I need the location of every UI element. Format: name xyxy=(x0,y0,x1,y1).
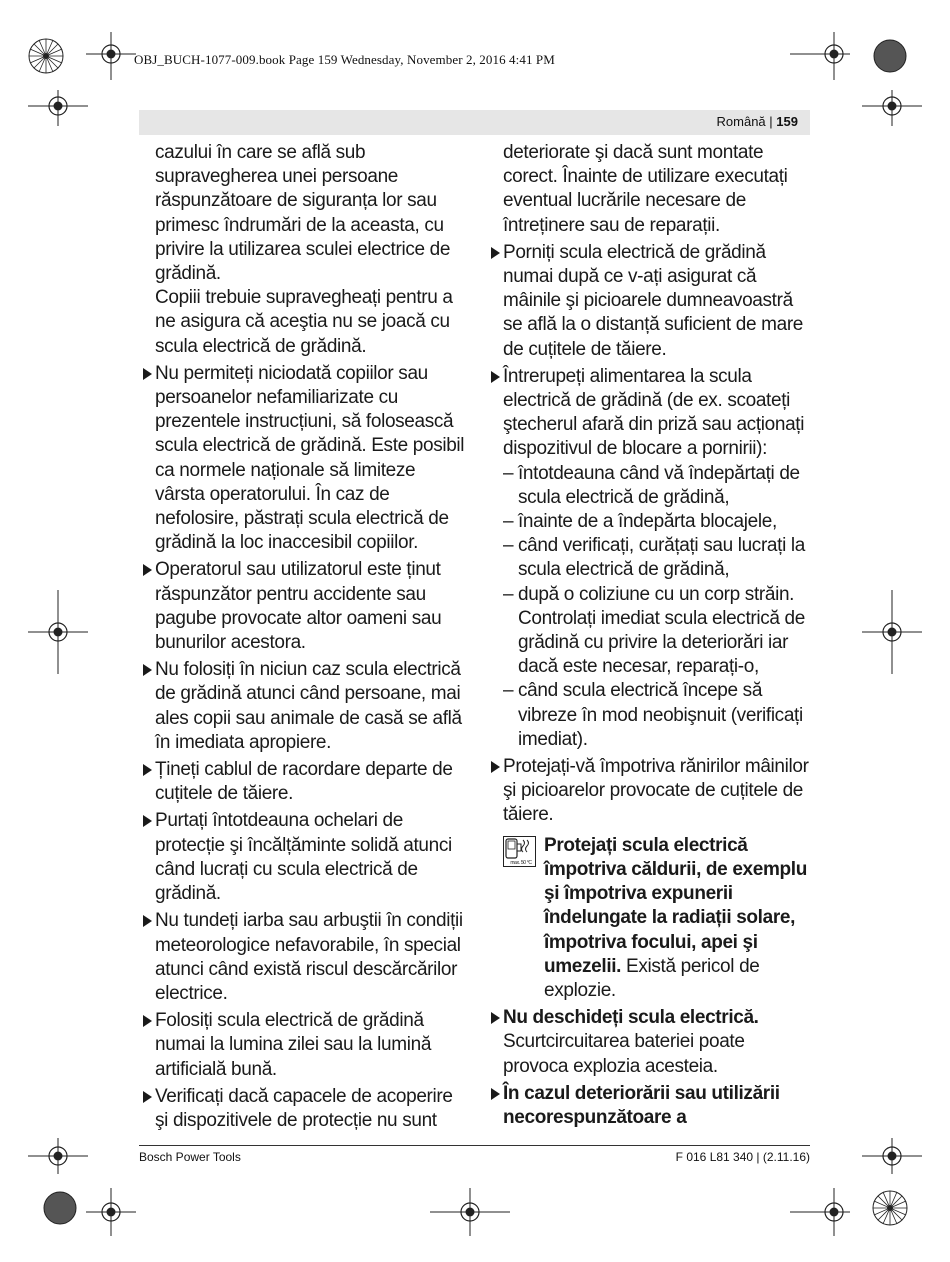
dash-item-text: când scula electrică începe să vibreze în mod neobişnuit (verificați imediat). xyxy=(518,680,803,750)
bullet-triangle-icon xyxy=(143,915,152,927)
footer-rule xyxy=(139,1145,810,1146)
intro-paragraph-2: Copiii trebuie supravegheați pentru a ne asigura că aceştia nu se joacă cu scula electrică de grădină. xyxy=(155,287,453,357)
registration-mark-icon xyxy=(790,1188,850,1236)
dash-item xyxy=(503,679,813,752)
running-header xyxy=(139,110,810,135)
bullet-triangle-icon xyxy=(143,564,152,576)
list-item-text: Întrerupeți alimentarea la scula electrică de grădină (de ex. scoateți ştecherul afară din priză sau acționați dispozitivul de blocare a pornirii): xyxy=(503,365,805,460)
list-item-text: Nu folosiți în niciun caz scula electrică de grădină atunci când persoane, mai ales copii sau animale de casă se află în imediata apropiere. xyxy=(155,659,462,753)
registration-mark-icon xyxy=(86,1188,136,1236)
list-item-text: Nu tundeți iarba sau arbuştii în condiții meteorologice nefavorabile, în special atunci când există riscul descărcărilor electrice. xyxy=(155,910,463,1004)
bullet-triangle-icon xyxy=(491,1012,500,1024)
registration-mark-icon xyxy=(86,32,136,80)
bullet-triangle-icon xyxy=(491,371,500,383)
list-item xyxy=(155,658,465,755)
right-column xyxy=(503,141,813,1133)
registration-mark-icon xyxy=(430,1188,510,1236)
dash-item xyxy=(503,583,813,680)
temperature-warning-icon xyxy=(503,836,536,867)
starburst-target-icon xyxy=(872,1190,908,1226)
list-item xyxy=(503,755,813,828)
list-item xyxy=(503,365,813,462)
list-item-text: Verificați dacă capacele de acoperire şi dispozitivele de protecție nu sunt xyxy=(155,1085,453,1131)
list-item-text: Nu permiteți niciodată copiilor sau persoanelor nefamiliarizate cu prezentele instrucțiuni, să folosească scula electrică de grădină. Este posibil ca normele naționale să limiteze vârsta operatorului. În caz de nefolosire, păstrați scula electrică de grădină la loc inaccesibil copiilor. xyxy=(155,362,465,554)
bullet-triangle-icon xyxy=(143,1091,152,1103)
bullet-triangle-icon xyxy=(143,368,152,380)
list-item xyxy=(155,809,465,906)
registration-mark-icon xyxy=(790,32,850,80)
list-item xyxy=(155,758,465,806)
icon-caption: max. 50 °C xyxy=(510,859,532,866)
dash-item-text: când verificați, curățați sau lucrați la scula electrică de grădină, xyxy=(518,535,805,581)
registration-mark-icon xyxy=(28,1138,88,1174)
registration-mark-icon xyxy=(862,90,922,126)
dash-item xyxy=(503,534,813,582)
dash-marker: – xyxy=(503,462,514,484)
bullet-triangle-icon xyxy=(143,764,152,776)
registration-mark-icon xyxy=(28,90,88,126)
dash-marker: – xyxy=(503,511,514,533)
list-item xyxy=(155,1009,465,1082)
list-item-text: Protejați-vă împotriva rănirilor mâinilor şi picioarelor provocate de cuțitele de tăiere. xyxy=(503,756,809,826)
dash-item xyxy=(503,510,813,534)
registration-mark-icon xyxy=(28,590,88,674)
grey-disc-icon xyxy=(42,1190,78,1226)
left-column xyxy=(155,141,465,1136)
dash-item xyxy=(503,462,813,510)
continuation-paragraph: deteriorate şi dacă sunt montate corect. Înainte de utilizare executați eventual lucrările necesare de întreținere sau de reparații. xyxy=(503,142,788,236)
registration-mark-icon xyxy=(862,1138,922,1174)
bullet-triangle-icon xyxy=(143,815,152,827)
header-language: Română xyxy=(716,114,766,129)
bullet-triangle-icon xyxy=(491,1088,500,1100)
dash-marker: – xyxy=(503,535,514,557)
heat-warning-text: Există pericol de explozie. xyxy=(544,955,760,1001)
dash-item-text: întotdeauna când vă îndepărtați de scula electrică de grădină, xyxy=(518,462,800,508)
print-slug: OBJ_BUCH-1077-009.book Page 159 Wednesday, November 2, 2016 4:41 PM xyxy=(134,52,555,67)
list-item xyxy=(155,558,465,655)
heat-warning-block xyxy=(503,834,813,1003)
list-item xyxy=(503,1006,813,1079)
dash-item-text: după o coliziune cu un corp străin. Controlați imediat scula electrică de grădină cu privire la deteriorări iar dacă este necesar, reparați-o, xyxy=(518,583,805,678)
list-item xyxy=(155,909,465,1006)
page-number: 159 xyxy=(776,114,798,129)
list-item xyxy=(155,1085,465,1133)
list-item-text: Purtați întotdeauna ochelari de protecție şi încălțăminte solidă atunci când lucrați cu scula electrică de grădină. xyxy=(155,810,452,905)
list-item-text: Țineți cablul de racordare departe de cuțitele de tăiere. xyxy=(155,759,453,805)
list-item-text: Folosiți scula electrică de grădină numai la lumina zilei sau la lumină artificială bună. xyxy=(155,1010,432,1080)
bullet-triangle-icon xyxy=(143,664,152,676)
bullet-triangle-icon xyxy=(143,1015,152,1027)
list-item-text: Operatorul sau utilizatorul este ținut răspunzător pentru accidente sau pagube provocate altor oameni sau bunurilor acestora. xyxy=(155,559,442,654)
dash-marker: – xyxy=(503,680,514,702)
dash-item-text: înainte de a îndepărta blocajele, xyxy=(518,511,777,533)
grey-disc-icon xyxy=(872,38,908,74)
bullet-triangle-icon xyxy=(491,761,500,773)
footer-docref: F 016 L81 340 | (2.11.16) xyxy=(675,1150,810,1164)
header-text xyxy=(717,114,798,129)
intro-paragraph-1: cazului în care se află sub supravegherea unei persoane răspunzătoare de siguranța lor sau primesc îndrumări de la aceasta, cu privire la utilizarea sculei electrice de grădină. xyxy=(155,142,451,285)
list-item xyxy=(155,362,465,556)
list-item-text: Porniți scula electrică de grădină numai după ce v-ați asigurat că mâinile şi picioarele dumneavoastră se află la o distanță suficient de mare de cuțitele de tăiere. xyxy=(503,241,804,360)
list-item xyxy=(503,1082,813,1130)
dash-marker: – xyxy=(503,583,514,605)
header-separator: | xyxy=(769,114,773,129)
starburst-target-icon xyxy=(28,38,64,74)
bullet-triangle-icon xyxy=(491,247,500,259)
heat-warning-bold: Protejați scula electrică împotriva căldurii, de exemplu şi împotriva expunerii îndelungate la radiații solare, împotriva focului, apei şi umezelii. xyxy=(544,834,807,977)
list-item-bold: În cazul deteriorării sau utilizării necorespunzătoare a xyxy=(503,1082,780,1128)
registration-mark-icon xyxy=(862,590,922,674)
list-item xyxy=(503,241,813,362)
list-item-bold: Nu deschideți scula electrică. xyxy=(503,1007,759,1029)
footer-brand: Bosch Power Tools xyxy=(139,1150,241,1164)
list-item-text: Scurtcircuitarea bateriei poate provoca explozia acesteia. xyxy=(503,1031,745,1077)
